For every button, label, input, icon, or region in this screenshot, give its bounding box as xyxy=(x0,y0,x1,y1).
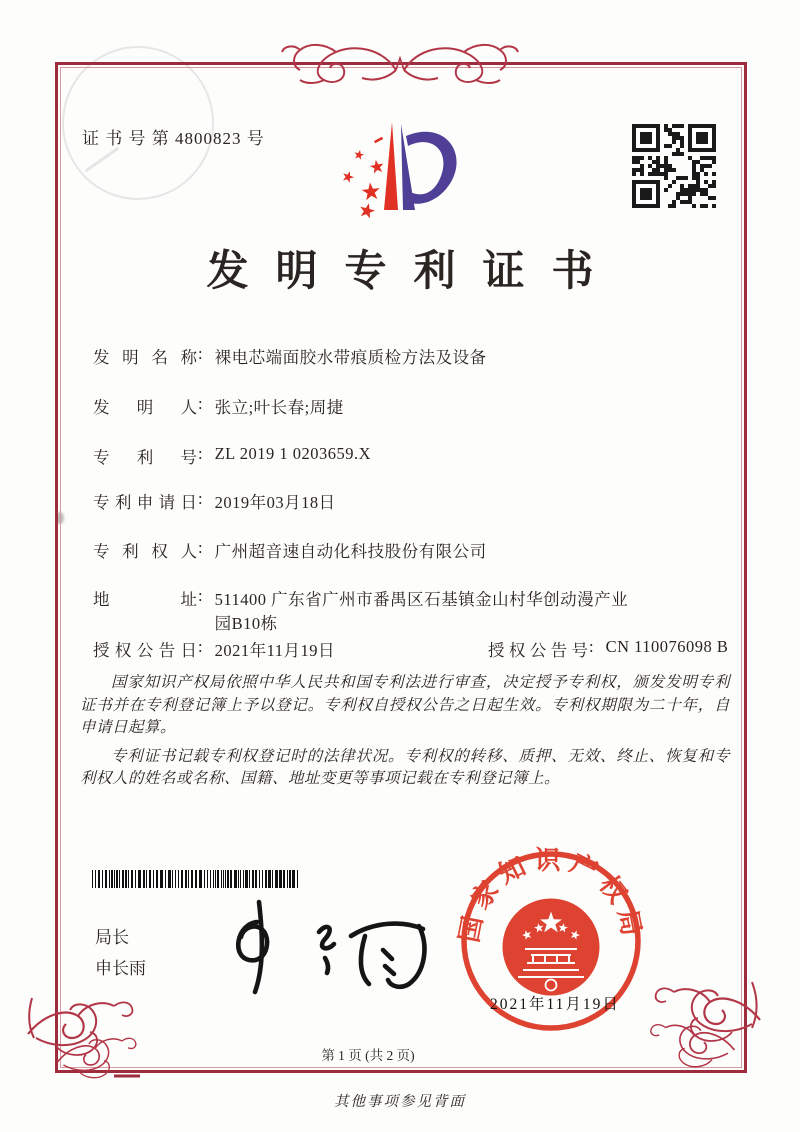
field-label: 发明名称 xyxy=(93,348,197,367)
page-number: 第 1 页 (共 2 页) xyxy=(321,1048,415,1063)
field-patentee xyxy=(93,538,487,562)
signer-block xyxy=(95,922,146,984)
field-label: 专利号 xyxy=(93,448,197,467)
field-label: 授权公告日 xyxy=(93,641,197,660)
certificate-number: 证 书 号 第 4800823 号 xyxy=(82,129,265,148)
signer-title: 局长 xyxy=(95,928,129,947)
top-dragon-ornament xyxy=(278,40,522,86)
field-label: 专利权人 xyxy=(93,542,197,561)
field-label: 授权公告号 xyxy=(488,641,588,660)
field-label: 发明人 xyxy=(93,398,197,417)
qr-code-icon xyxy=(632,124,718,210)
back-side-note: 其他事项参见背面 xyxy=(334,1094,466,1110)
field-value: 2019年03月18日 xyxy=(214,493,336,512)
colon: : xyxy=(589,637,594,656)
bottom-left-flourish xyxy=(22,992,140,1090)
field-patent-number xyxy=(93,444,371,468)
colon: : xyxy=(198,586,203,605)
field-value: 裸电芯端面胶水带痕质检方法及设备 xyxy=(214,348,487,367)
legal-paragraph-1: 国家知识产权局依照中华人民共和国专利法进行审查，决定授予专利权，颁发发明专利证书并在专利登记簿上予以登记。专利权自授权公告之日起生效。专利权期限为二十年，自申请日起算。 xyxy=(80,674,730,736)
field-value: 广州超音速自动化科技股份有限公司 xyxy=(214,542,487,561)
field-address xyxy=(93,586,628,634)
field-value: 2021年11月19日 xyxy=(214,641,335,660)
colon: : xyxy=(198,489,203,508)
colon: : xyxy=(198,394,203,413)
field-value: 张立;叶长春;周捷 xyxy=(214,398,344,417)
colon: : xyxy=(198,538,203,557)
colon: : xyxy=(198,344,203,363)
field-value: ZL 2019 1 0203659.X xyxy=(214,444,372,463)
field-invention-name xyxy=(93,344,487,368)
legal-text-block xyxy=(80,672,730,797)
field-inventors xyxy=(93,394,344,418)
signer-name: 申长雨 xyxy=(95,959,146,978)
field-grant-row xyxy=(93,637,733,661)
certificate-title: 发明专利证书 xyxy=(206,249,621,295)
address-line2: 园B10栋 xyxy=(214,614,278,633)
field-label: 专利申请日 xyxy=(93,493,197,512)
field-label: 地址 xyxy=(93,590,197,609)
national-emblem xyxy=(504,900,598,994)
barcode-icon xyxy=(92,870,304,888)
field-value xyxy=(215,586,629,634)
shen-changyu-signature-icon xyxy=(213,892,441,1000)
field-grant-number xyxy=(488,637,728,661)
cnipa-patent-logo-icon xyxy=(334,110,468,220)
colon: : xyxy=(198,637,203,656)
colon: : xyxy=(198,444,203,463)
seal-date: 2021年11月19日 xyxy=(490,996,620,1013)
field-value: CN 110076098 B xyxy=(605,637,729,656)
legal-paragraph-2: 专利证书记载专利权登记时的法律状况。专利权的转移、质押、无效、终止、恢复和专利权人的姓名或名称、国籍、地址变更等事项记载在专利登记簿上。 xyxy=(80,747,730,787)
seal-text: 国家知识产权局 xyxy=(455,846,647,945)
field-application-date xyxy=(93,489,336,513)
address-line1: 511400 广东省广州市番禺区石基镇金山村华创动漫产业 xyxy=(214,590,629,609)
